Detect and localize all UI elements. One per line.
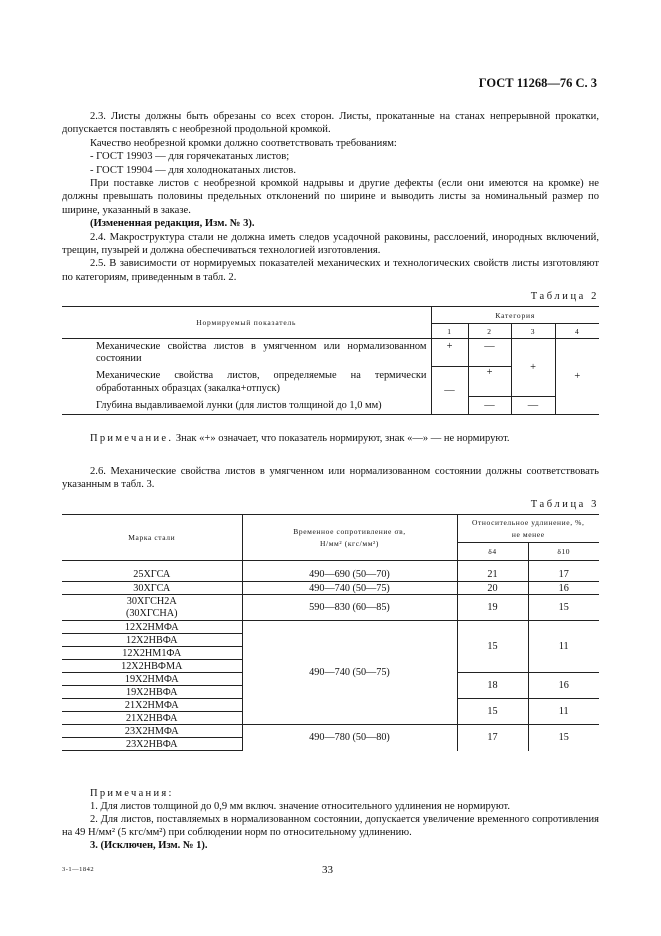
- table-3-grade: 12Х2НВФМА: [62, 660, 242, 673]
- table-3-delta10: 11: [528, 699, 599, 725]
- table-3-delta4: 17: [457, 725, 528, 751]
- table-3-delta4: 20: [457, 582, 528, 595]
- table-3-delta4: 18: [457, 673, 528, 699]
- table-2-header-indicator: Нормируемый показатель: [62, 307, 431, 339]
- table-3-grade: 25ХГСА: [62, 569, 242, 582]
- table-3-delta10: 15: [558, 732, 569, 744]
- table-2-header-category: Категория: [431, 307, 599, 324]
- table-3-header-strength: [242, 515, 457, 561]
- list-item-gost-19904: - ГОСТ 19904 — для холоднокатаных листов.: [90, 164, 296, 176]
- table-2-note: [90, 433, 510, 444]
- paragraph-2-3: 2.3. Листы должны быть обрезаны со всех сторон. Листы, прокатанные на станах непрерывной прокатки, допускается поставлять с необрезной продольной кромкой.: [62, 111, 599, 136]
- table-2-cat-1: 1: [431, 324, 468, 339]
- elongation-header-line-1: Относительное удлинение, %,: [472, 517, 585, 527]
- table-2-cat-3-merged: +: [511, 339, 555, 397]
- table-3-delta10: 16: [528, 673, 599, 699]
- section-text: [62, 110, 599, 284]
- paragraph-defects: При поставке листов с необрезной кромкой надрывы и другие дефекты (если они имеются на кромке) не должны превышать половины предельных отклонений по ширине и выводить листы за номинальный размер по ширине, указанный в заказе.: [62, 178, 599, 216]
- list-item-gost-19903: - ГОСТ 19903 — для горячекатаных листов;: [90, 151, 290, 163]
- table-2-row-3-cat-3: —: [511, 397, 555, 415]
- table-2-row-1-cat-1: +: [431, 339, 468, 367]
- table-3-header-grade: Марка стали: [62, 515, 242, 561]
- table-2-row-2-cat-2: +: [468, 367, 511, 397]
- table-3-caption: Таблица 3: [530, 499, 599, 510]
- table-2-cat-1-merged: —: [431, 367, 468, 415]
- table-2: [62, 306, 599, 415]
- table-2-row-1-indicator: Механические свойства листов в умягченном или нормализованном состоянии: [62, 339, 431, 367]
- table-3-grade: 30ХГСН2А: [62, 595, 242, 608]
- paragraph-2-6: 2.6. Механические свойства листов в умягченном или нормализованном состоянии должны соответствовать указанным в табл. 3.: [62, 466, 599, 491]
- table-3-strength: 490—740 (50—75): [242, 621, 457, 725]
- note-label: Примечание.: [90, 433, 174, 444]
- table-3-grade: 19Х2НМФА: [62, 673, 242, 686]
- note-2: 2. Для листов, поставляемых в нормализованном состоянии, допускается увеличение временного сопротивления на 49 Н/мм² (5 кгс/мм²) при соблюдении норм по относительному удлинению.: [62, 814, 599, 838]
- page-header: ГОСТ 11268—76 С. 3: [478, 76, 597, 90]
- table-3-sub-delta10: δ10: [528, 543, 599, 561]
- table-3-grade: 19Х2НВФА: [62, 686, 242, 699]
- table-3-strength: 490—780 (50—80): [242, 725, 457, 751]
- elongation-header-line-2: не менее: [511, 529, 545, 539]
- table-3-delta4: 19: [457, 595, 528, 621]
- table-2-row-3-cat-2: —: [468, 397, 511, 415]
- table-3-delta4: 15: [457, 621, 528, 673]
- table-2-caption: Таблица 2: [530, 291, 599, 302]
- table-3-sub-delta4: δ4: [457, 543, 528, 561]
- table-3-grade: 12Х2НВФА: [62, 634, 242, 647]
- table-3-grade: 12Х2НМ1ФА: [62, 647, 242, 660]
- table-3-delta10: 16: [528, 582, 599, 595]
- table-3-strength: 590—830 (60—85): [242, 595, 457, 621]
- table-3-grade: 23Х2НМФА: [62, 725, 242, 738]
- strength-header-line-1: Временное сопротивление σв,: [293, 526, 406, 536]
- table-2-row-2-indicator: Механические свойства листов, определяемые на термически обработанных образцах (закалка+отпуск): [62, 367, 431, 397]
- note-text: Знак «+» означает, что показатель нормируют, знак «—» — не нормируют.: [175, 433, 510, 444]
- paragraph-2-4: 2.4. Макроструктура стали не должна иметь следов усадочной раковины, расслоений, инородных включений, трещин, пузырей и должна обеспечиваться технологией изготовления.: [62, 231, 599, 257]
- paragraph-edge-quality: Качество необрезной кромки должно соответствовать требованиям:: [90, 137, 397, 149]
- print-code: 3-1—1842: [62, 866, 95, 873]
- table-2-row-1-cat-2: —: [468, 339, 511, 367]
- table-3-grade: (30ХГСНА): [62, 608, 242, 621]
- table-3-delta4: 21: [457, 569, 528, 582]
- table-3-header-elongation: [457, 515, 599, 543]
- strength-header-line-2: Н/мм² (кгс/мм²): [320, 538, 379, 548]
- table-3-grade: 23Х2НВФА: [62, 738, 242, 751]
- table-3: [62, 514, 599, 751]
- note-3: 3. (Исключен, Изм. № 1).: [90, 840, 208, 851]
- section-2-6: [62, 465, 599, 492]
- table-3-grade: 21Х2НВФА: [62, 712, 242, 725]
- table-2-cat-3: 3: [511, 324, 555, 339]
- table-2-cat-4: 4: [555, 324, 599, 339]
- table-3-delta4: 15: [457, 699, 528, 725]
- table-2-cat-4-merged: +: [555, 339, 599, 415]
- notes-title: Примечания:: [90, 788, 174, 799]
- paragraph-2-5: 2.5. В зависимости от нормируемых показателей механических и технологических свойств листы изготовляют по категориям, приведенным в табл. 2.: [62, 258, 599, 283]
- table-2-row-3-indicator: Глубина выдавливаемой лунки (для листов толщиной до 1,0 мм): [62, 397, 431, 415]
- table-3-grade: 21Х2НМФА: [62, 699, 242, 712]
- note-1: 1. Для листов толщиной до 0,9 мм включ. значение относительного удлинения не нормируют.: [90, 801, 510, 812]
- amendment-note: (Измененная редакция, Изм. № 3).: [90, 218, 255, 230]
- table-3-delta10: 15: [528, 595, 599, 621]
- table-3-strength: 490—740 (50—75): [242, 582, 457, 595]
- table-3-delta10: 17: [528, 569, 599, 582]
- table-3-delta10: 11: [528, 621, 599, 673]
- table-2-cat-2: 2: [468, 324, 511, 339]
- table-3-strength: 490—690 (50—70): [242, 569, 457, 582]
- table-3-notes: [62, 787, 599, 852]
- table-3-grade: 30ХГСА: [62, 582, 242, 595]
- page-number: 33: [322, 864, 333, 876]
- table-3-grade: 12Х2НМФА: [62, 621, 242, 634]
